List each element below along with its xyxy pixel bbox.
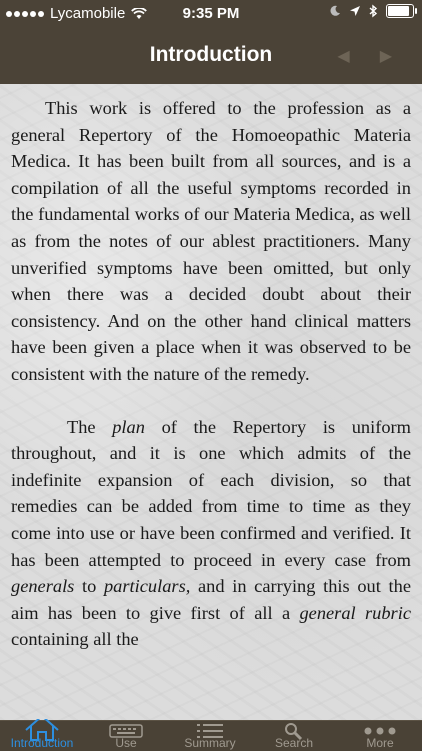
tab-label: Search (274, 736, 314, 750)
carrier-name: Lycamobile (50, 5, 126, 22)
status-time: 9:35 PM (182, 5, 240, 22)
nav-bar (0, 30, 422, 84)
status-right (329, 4, 414, 18)
location-icon (349, 5, 361, 17)
tab-label: Introduction (10, 736, 74, 750)
tab-use[interactable] (84, 721, 168, 751)
text-run: and in carrying this out the aim has been to give first of all a (11, 576, 411, 623)
paragraph (11, 95, 411, 388)
text-run: The (67, 416, 113, 437)
tab-introduction[interactable] (0, 721, 84, 751)
introduction-text (11, 95, 411, 653)
emphasis-text: particulars, (103, 576, 191, 597)
text-run: This work is offered to the profession as a general Repertory of the Homoeopathic Materia Medica. It has been built from all sources, and is a compilation of all the useful symptoms recorded in the fundamental works of our Materia Medica, as well as from the notes of our ablest practitioners. Many unverified symptoms have been omitted, but only when there was a decided doubt about their consistency. And on the other hand clinical matters have been given a place when it was observed to be consistent with the nature of the remedy. (11, 98, 411, 384)
text-run: containing all the (11, 629, 139, 650)
arrow-left-icon[interactable]: ◀ (337, 48, 350, 65)
arrow-right-icon[interactable]: ▶ (379, 48, 392, 65)
paragraph (11, 414, 411, 653)
content-area[interactable] (0, 84, 422, 720)
emphasis-text: generals (11, 576, 75, 597)
bluetooth-icon (369, 4, 378, 18)
emphasis-text: plan (112, 416, 145, 437)
battery-icon (386, 4, 414, 18)
page-title: Introduction (149, 43, 273, 66)
tab-label: Summary (184, 736, 236, 750)
tab-summary[interactable] (168, 721, 252, 751)
more-dots-icon (363, 727, 397, 735)
text-run: of the Repertory is uniform throughout, and it is one which admits of the indefinite expansion of each division, so that remedies can be added from time to time as they come into use or have been confirmed and verified. It has been attempted to proceed in every case from (11, 416, 411, 570)
tab-bar (0, 720, 422, 751)
tab-label: More (366, 736, 394, 750)
status-bar (0, 0, 422, 30)
nav-arrows (337, 46, 392, 66)
tab-label: Use (115, 736, 137, 750)
tab-more[interactable] (338, 721, 422, 751)
moon-icon (329, 5, 341, 17)
battery-fill (388, 6, 409, 16)
text-run: to (74, 576, 104, 597)
emphasis-text: general rubric (299, 602, 411, 623)
tab-search[interactable] (252, 721, 336, 751)
